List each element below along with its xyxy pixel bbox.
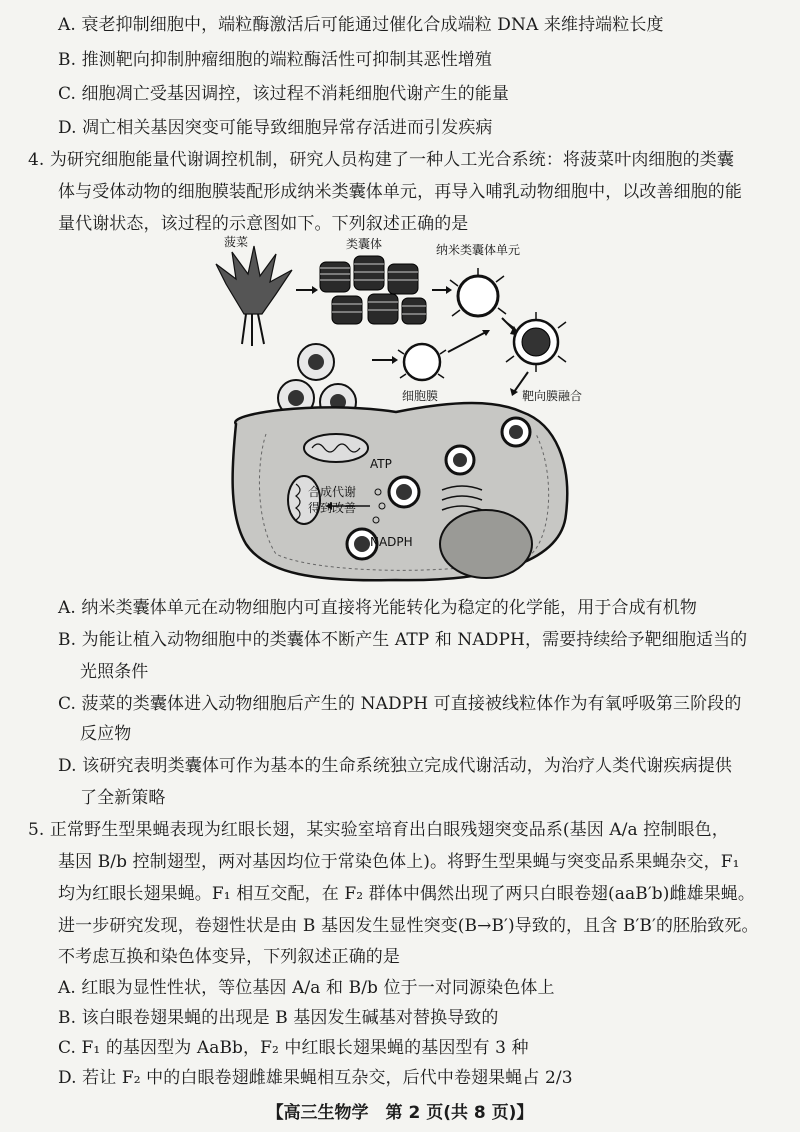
q4-option-b-line-1: B. 为能让植入动物细胞中的类囊体不断产生 ATP 和 NADPH，需要持续给予靶细胞适当的 — [58, 630, 748, 650]
q4-option-a: A. 纳米类囊体单元在动物细胞内可直接将光能转化为稳定的化学能，用于合成有机物 — [58, 598, 697, 618]
q4-option-b-line-2: 光照条件 — [80, 662, 149, 682]
page-footer: 【高三生物学 第 2 页(共 8 页)】 — [266, 1103, 534, 1123]
coated-nano-unit-icon — [506, 312, 566, 372]
nano-thylakoid-unit-icon — [450, 268, 506, 316]
spinach-icon — [216, 246, 292, 346]
animal-cell-interior-icon — [233, 403, 568, 580]
cell-membrane-vesicle-icon — [398, 344, 446, 380]
q4-option-c-line-1: C. 菠菜的类囊体进入动物细胞后产生的 NADPH 可直接被线粒体作为有氧呼吸第三阶段的 — [58, 694, 742, 714]
q5-option-d: D. 若让 F₂ 中的白眼卷翅雌雄果蝇相互杂交，后代中卷翅果蝇占 2/3 — [58, 1068, 573, 1088]
label-cell-membrane: 细胞膜 — [402, 389, 439, 403]
q5-stem-line-1: 5. 正常野生型果蝇表现为红眼长翅，某实验室培育出白眼残翅突变品系(基因 A/a 控制眼色， — [28, 820, 729, 840]
label-nano-unit: 纳米类囊体单元 — [436, 243, 521, 257]
artificial-photosynthesis-figure — [196, 224, 616, 590]
label-thylakoid: 类囊体 — [346, 237, 383, 251]
label-nadph: NADPH — [370, 535, 413, 549]
q4-stem-line-3: 量代谢状态，该过程的示意图如下。下列叙述正确的是 — [58, 214, 469, 234]
label-targeted-fusion: 靶向膜融合 — [522, 389, 583, 403]
q5-stem-line-5: 不考虑互换和染色体变异，下列叙述正确的是 — [58, 947, 400, 967]
label-synthesis-2: 得到改善 — [308, 501, 357, 515]
q4-option-d-line-2: 了全新策略 — [80, 788, 166, 808]
thylakoid-stacks-icon — [320, 256, 426, 324]
q5-stem-line-3: 均为红眼长翅果蝇。F₁ 相互交配，在 F₂ 群体中偶然出现了两只白眼卷翅(aaB′b)雌雄果蝇。 — [58, 884, 756, 904]
q3-option-a: A. 衰老抑制细胞中，端粒酶激活后可能通过催化合成端粒 DNA 来维持端粒长度 — [58, 15, 664, 35]
q5-stem-line-4: 进一步研究发现，卷翅性状是由 B 基因发生显性突变(B→B′)导致的，且含 B′B′的胚胎致死。 — [58, 916, 759, 936]
q3-option-b: B. 推测靶向抑制肿瘤细胞的端粒酶活性可抑制其恶性增殖 — [58, 50, 492, 70]
label-atp: ATP — [370, 457, 392, 471]
q3-option-c: C. 细胞凋亡受基因调控，该过程不消耗细胞代谢产生的能量 — [58, 84, 510, 104]
q5-stem-line-2: 基因 B/b 控制翅型，两对基因均位于常染色体上)。将野生型果蝇与突变品系果蝇杂交，F₁ — [58, 852, 740, 872]
q5-option-b: B. 该白眼卷翅果蝇的出现是 B 基因发生碱基对替换导致的 — [58, 1008, 499, 1028]
q4-option-c-line-2: 反应物 — [80, 724, 132, 744]
q5-option-c: C. F₁ 的基因型为 AaBb，F₂ 中红眼长翅果蝇的基因型有 3 种 — [58, 1038, 529, 1058]
q5-option-a: A. 红眼为显性性状，等位基因 A/a 和 B/b 位于一对同源染色体上 — [58, 978, 555, 998]
q4-option-d-line-1: D. 该研究表明类囊体可作为基本的生命系统独立完成代谢活动，为治疗人类代谢疾病提供 — [58, 756, 732, 776]
q4-stem-line-1: 4. 为研究细胞能量代谢调控机制，研究人员构建了一种人工光合系统：将菠菜叶肉细胞的类囊 — [28, 150, 734, 170]
label-spinach: 菠菜 — [224, 235, 249, 249]
q4-stem-line-2: 体与受体动物的细胞膜装配形成纳米类囊体单元，再导入哺乳动物细胞中，以改善细胞的能 — [58, 182, 742, 202]
label-synthesis-1: 合成代谢 — [308, 485, 357, 499]
q3-option-d: D. 凋亡相关基因突变可能导致细胞异常存活进而引发疾病 — [58, 118, 493, 138]
